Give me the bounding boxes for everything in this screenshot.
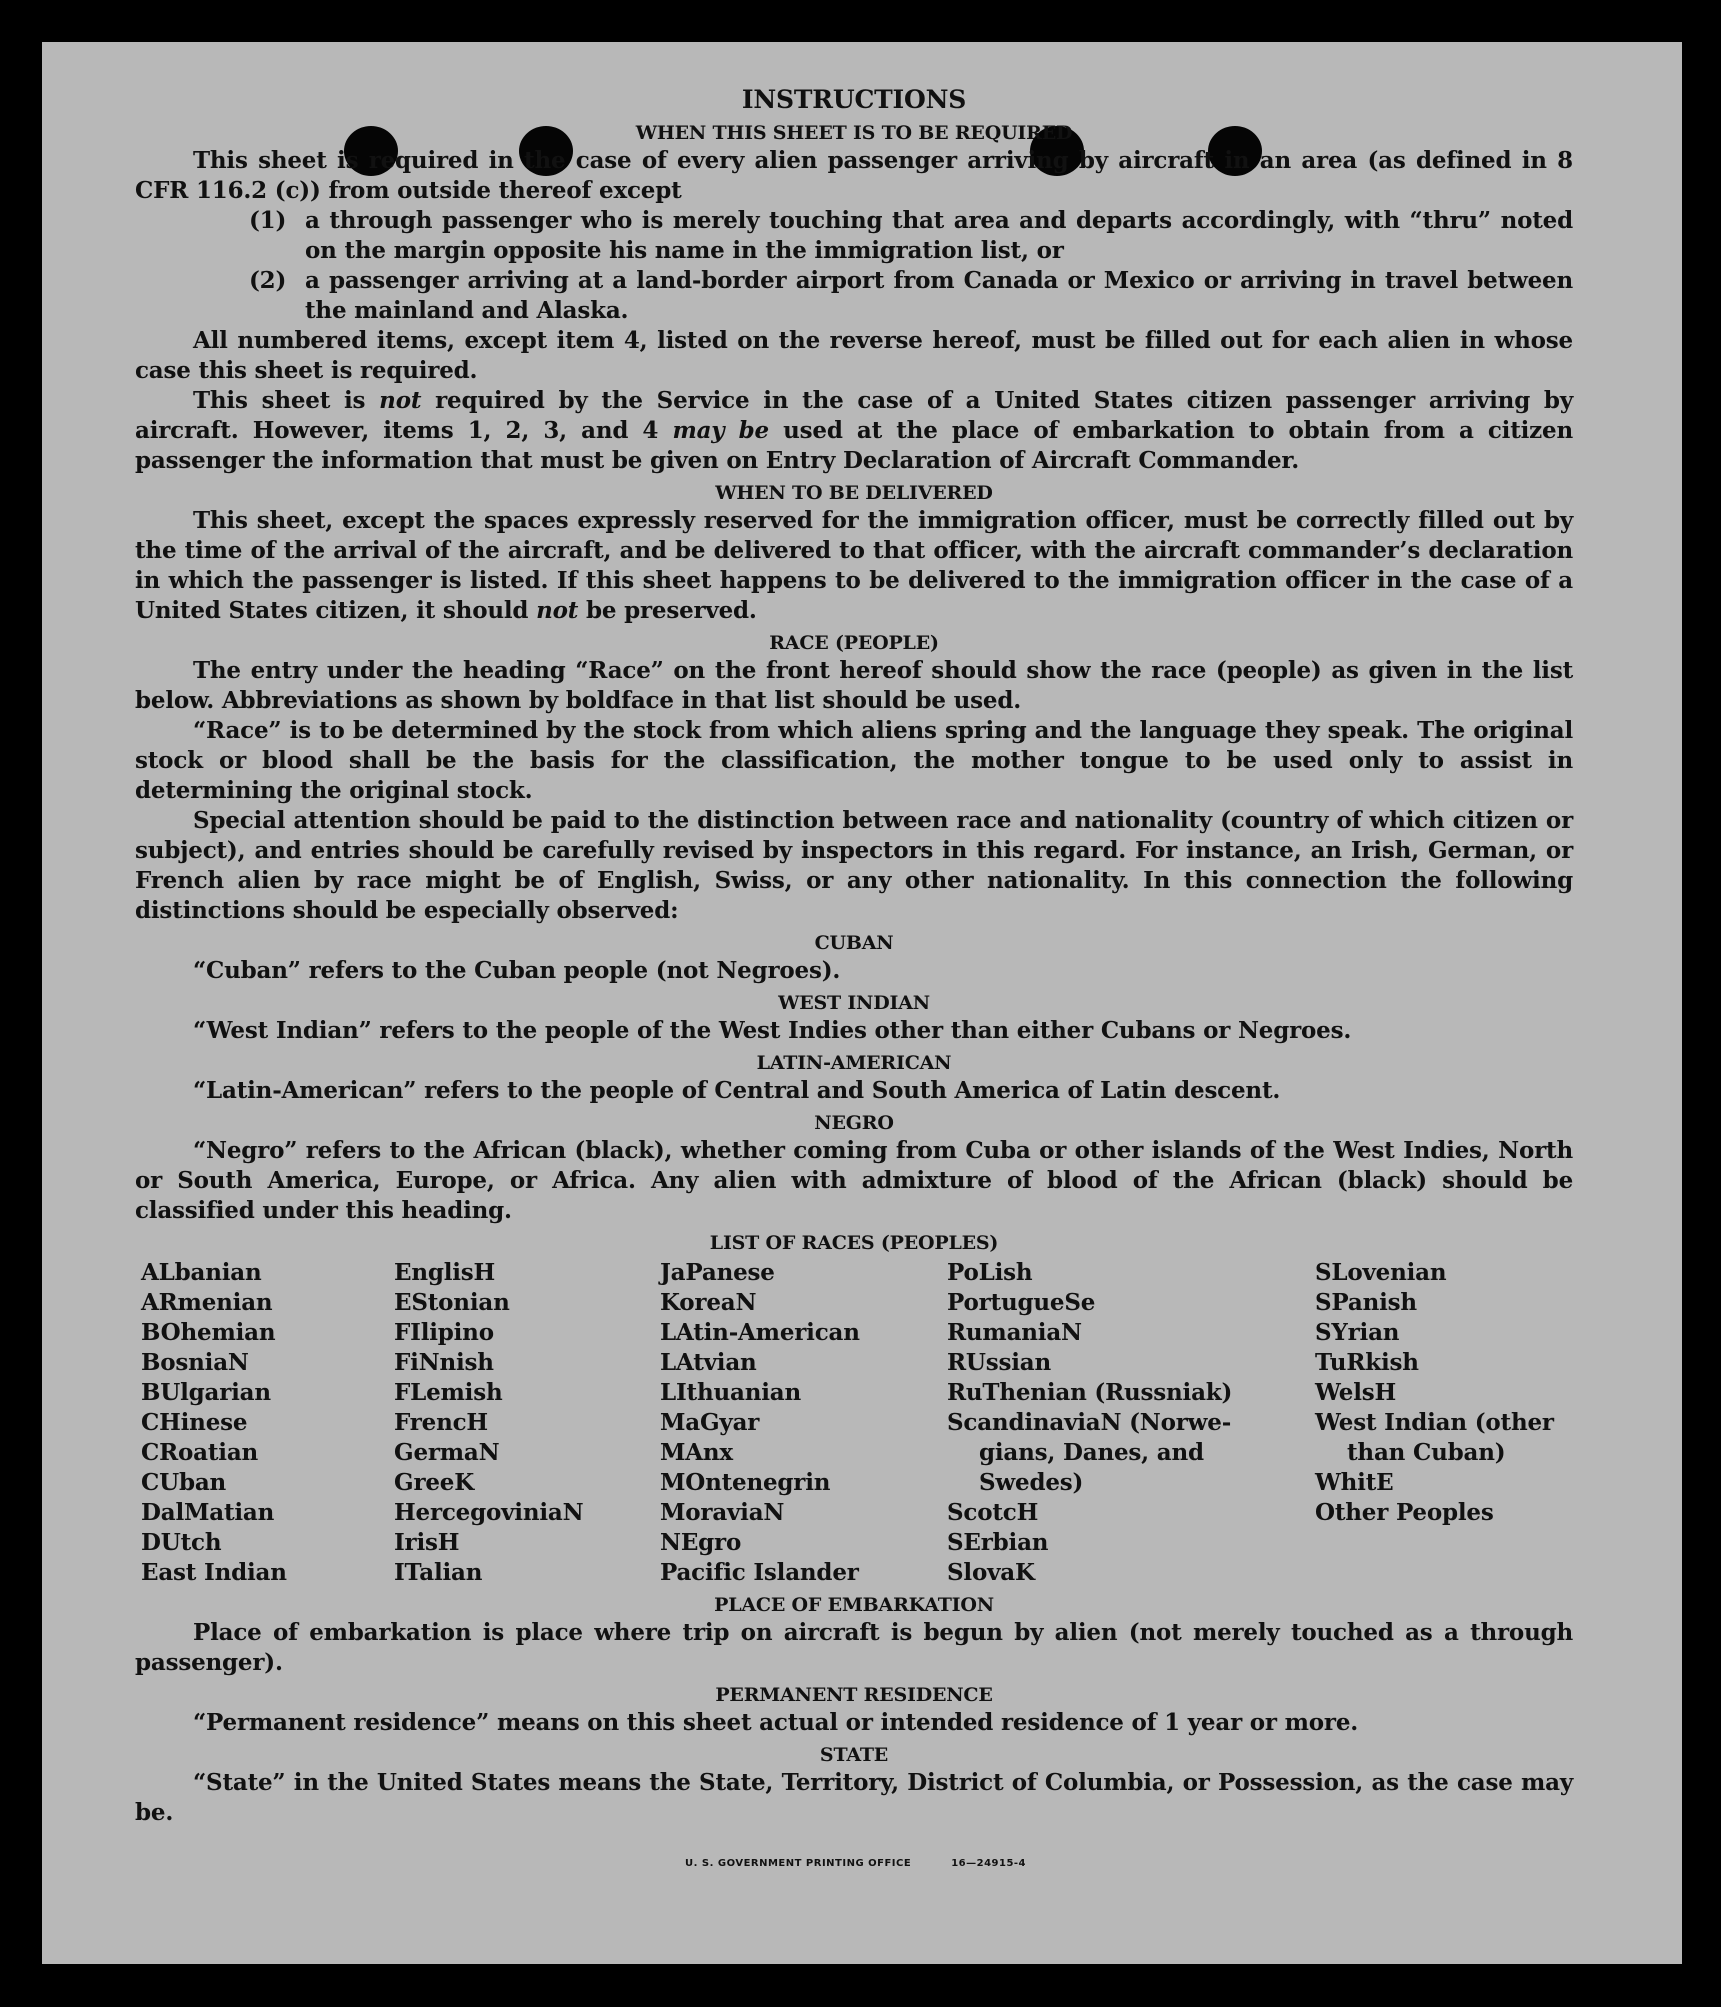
text: required by the Service in the case of a United States citizen passenger arriving by aircraft. However, items 1, 2, 3, and 4 bbox=[135, 387, 1573, 444]
race-entry: EnglisH bbox=[394, 1259, 496, 1286]
race-entry: MoraviaN bbox=[660, 1499, 785, 1526]
paragraph bbox=[135, 956, 1573, 986]
text: be preserved. bbox=[578, 597, 757, 624]
race-entry: ScotcH bbox=[947, 1499, 1039, 1526]
race-entry: DalMatian bbox=[141, 1499, 275, 1526]
race-entry: PoLish bbox=[947, 1259, 1033, 1286]
emphasis-text: not bbox=[379, 387, 422, 414]
race-entry: West Indian (other bbox=[1315, 1409, 1554, 1436]
race-entry: gians, Danes, and bbox=[979, 1439, 1204, 1466]
text: The entry under the heading “Race” on the front hereof should show the race (people) as given in the list below. Abbreviations as shown by boldface in that list should be used. bbox=[135, 657, 1573, 714]
race-entry: CUban bbox=[141, 1469, 227, 1496]
section-heading: STATE bbox=[819, 1744, 889, 1766]
races-list bbox=[141, 1258, 1573, 1588]
section-heading: WHEN TO BE DELIVERED bbox=[715, 482, 993, 504]
race-entry: SlovaK bbox=[947, 1559, 1035, 1586]
text: used at the place of embarkation to obtain from a citizen passenger the information that must be given on Entry Declaration of Aircraft Commander. bbox=[135, 417, 1573, 474]
paragraph bbox=[135, 1768, 1573, 1828]
race-entry: FiNnish bbox=[394, 1349, 494, 1376]
race-entry: BOhemian bbox=[141, 1319, 276, 1346]
race-entry: SErbian bbox=[947, 1529, 1049, 1556]
race-entry: ITalian bbox=[394, 1559, 483, 1586]
races-column bbox=[141, 1258, 394, 1588]
race-entry: RumaniaN bbox=[947, 1319, 1082, 1346]
paragraph bbox=[135, 806, 1573, 926]
race-entry: IrisH bbox=[394, 1529, 460, 1556]
race-entry: Swedes) bbox=[979, 1469, 1084, 1496]
race-entry: MOntenegrin bbox=[660, 1469, 831, 1496]
section-heading: PERMANENT RESIDENCE bbox=[715, 1684, 993, 1706]
footer bbox=[685, 1858, 1066, 1869]
race-entry: LIthuanian bbox=[660, 1379, 801, 1406]
paragraph bbox=[135, 206, 1573, 266]
paragraph bbox=[135, 266, 1573, 326]
race-entry: FIlipino bbox=[394, 1319, 494, 1346]
text: “State” in the United States means the State, Territory, District of Columbia, or Possession, as the case may be. bbox=[135, 1769, 1573, 1826]
race-entry: MAnx bbox=[660, 1439, 733, 1466]
paragraph bbox=[135, 1618, 1573, 1678]
form-code: 16—24915-4 bbox=[951, 1858, 1027, 1869]
section-heading: NEGRO bbox=[814, 1112, 894, 1134]
section-heading: WHEN THIS SHEET IS TO BE REQUIRED bbox=[635, 122, 1073, 144]
race-entry: LAtin-American bbox=[660, 1319, 860, 1346]
item-number: (1) bbox=[249, 207, 287, 234]
paragraph bbox=[135, 1016, 1573, 1046]
text: Special attention should be paid to the distinction between race and nationality (country of which citizen or subject), and entries should be carefully revised by inspectors in this regard. For instance, an Irish, German, or French alien by race might be of English, Swiss, or any other nationality. In this connection the following distinctions should be especially observed: bbox=[135, 807, 1573, 924]
section-heading: PLACE OF EMBARKATION bbox=[714, 1594, 994, 1616]
text: “Permanent residence” means on this sheet actual or intended residence of 1 year or more. bbox=[193, 1709, 1359, 1736]
races-column bbox=[660, 1258, 947, 1588]
paragraph bbox=[135, 1708, 1573, 1738]
text: “West Indian” refers to the people of the West Indies other than either Cubans or Negroes. bbox=[193, 1017, 1352, 1044]
race-entry: than Cuban) bbox=[1347, 1439, 1506, 1466]
race-entry: TuRkish bbox=[1315, 1349, 1419, 1376]
text: “Race” is to be determined by the stock from which aliens spring and the language they speak. The original stock or blood shall be the basis for the classification, the mother tongue to be used only to assist in determining the original stock. bbox=[135, 717, 1573, 804]
races-column bbox=[1315, 1258, 1579, 1588]
sections-continued bbox=[135, 1592, 1573, 1828]
race-entry: GermaN bbox=[394, 1439, 500, 1466]
race-entry: SPanish bbox=[1315, 1289, 1417, 1316]
paragraph bbox=[135, 146, 1573, 206]
race-entry: FrencH bbox=[394, 1409, 488, 1436]
text: Place of embarkation is place where trip on aircraft is begun by alien (not merely touched as a through passenger). bbox=[135, 1619, 1573, 1676]
paragraph bbox=[135, 386, 1573, 476]
section-heading: WEST INDIAN bbox=[778, 992, 930, 1014]
section-heading: LATIN-AMERICAN bbox=[756, 1052, 952, 1074]
race-entry: SYrian bbox=[1315, 1319, 1400, 1346]
race-entry: WhitE bbox=[1315, 1469, 1394, 1496]
race-entry: FLemish bbox=[394, 1379, 503, 1406]
race-entry: GreeK bbox=[394, 1469, 475, 1496]
race-entry: Other Peoples bbox=[1315, 1499, 1494, 1526]
races-column bbox=[947, 1258, 1315, 1588]
race-entry: BUlgarian bbox=[141, 1379, 271, 1406]
race-entry: JaPanese bbox=[660, 1259, 775, 1286]
text: This sheet is required in the case of every alien passenger arriving by aircraft in an area (as defined in 8 CFR 116.2 (c)) from outside thereof except bbox=[135, 147, 1573, 204]
paragraph bbox=[135, 506, 1573, 626]
sections bbox=[135, 120, 1573, 1226]
paragraph bbox=[135, 716, 1573, 806]
race-entry: KoreaN bbox=[660, 1289, 757, 1316]
race-entry: MaGyar bbox=[660, 1409, 760, 1436]
instructions-body bbox=[135, 84, 1573, 1828]
text: All numbered items, except item 4, listed on the reverse hereof, must be filled out for each alien in whose case this sheet is required. bbox=[135, 327, 1573, 384]
race-entry: ARmenian bbox=[141, 1289, 273, 1316]
text: a passenger arriving at a land-border airport from Canada or Mexico or arriving in travel between the mainland and Alaska. bbox=[305, 267, 1573, 324]
race-entry: LAtvian bbox=[660, 1349, 757, 1376]
paragraph bbox=[135, 1076, 1573, 1106]
race-entry: EStonian bbox=[394, 1289, 510, 1316]
emphasis-text: not bbox=[536, 597, 579, 624]
race-entry: East Indian bbox=[141, 1559, 287, 1586]
item-number: (2) bbox=[249, 267, 287, 294]
races-column bbox=[394, 1258, 660, 1588]
text: “Negro” refers to the African (black), whether coming from Cuba or other islands of the West Indies, North or South America, Europe, or Africa. Any alien with admixture of blood of the African (black) should be classified under this heading. bbox=[135, 1137, 1573, 1224]
race-entry: Pacific Islander bbox=[660, 1559, 859, 1586]
race-entry: HercegoviniaN bbox=[394, 1499, 584, 1526]
race-entry: SLovenian bbox=[1315, 1259, 1447, 1286]
race-entry: WelsH bbox=[1315, 1379, 1397, 1406]
race-entry: CRoatian bbox=[141, 1439, 259, 1466]
race-entry: DUtch bbox=[141, 1529, 222, 1556]
text: “Cuban” refers to the Cuban people (not Negroes). bbox=[193, 957, 841, 984]
race-entry: RUssian bbox=[947, 1349, 1052, 1376]
text: This sheet, except the spaces expressly reserved for the immigration officer, must be correctly filled out by the time of the arrival of the aircraft, and be delivered to that officer, with the aircraft commander’s declaration in which the passenger is listed. If this sheet happens to be delivered to the immigration officer in the case of a United States citizen, it should bbox=[135, 507, 1573, 624]
races-heading: LIST OF RACES (PEOPLES) bbox=[709, 1232, 999, 1254]
race-entry: RuThenian (Russniak) bbox=[947, 1379, 1233, 1406]
race-entry: CHinese bbox=[141, 1409, 248, 1436]
race-entry: ALbanian bbox=[141, 1259, 262, 1286]
section-heading: CUBAN bbox=[814, 932, 894, 954]
text: This sheet is bbox=[193, 387, 380, 414]
race-entry: ScandinaviaN (Norwe- bbox=[947, 1409, 1232, 1436]
text: “Latin-American” refers to the people of Central and South America of Latin descent. bbox=[193, 1077, 1281, 1104]
paragraph bbox=[135, 656, 1573, 716]
text: a through passenger who is merely touching that area and departs accordingly, with “thru” noted on the margin opposite his name in the immigration list, or bbox=[305, 207, 1573, 264]
race-entry: BosniaN bbox=[141, 1349, 249, 1376]
printer-imprint: U. S. GOVERNMENT PRINTING OFFICE bbox=[685, 1858, 912, 1869]
race-entry: PortugueSe bbox=[947, 1289, 1096, 1316]
page-title: INSTRUCTIONS bbox=[741, 85, 967, 114]
race-entry: NEgro bbox=[660, 1529, 742, 1556]
paragraph bbox=[135, 326, 1573, 386]
paragraph bbox=[135, 1136, 1573, 1226]
emphasis-text: may be bbox=[672, 417, 769, 444]
section-heading: RACE (PEOPLE) bbox=[769, 632, 939, 654]
